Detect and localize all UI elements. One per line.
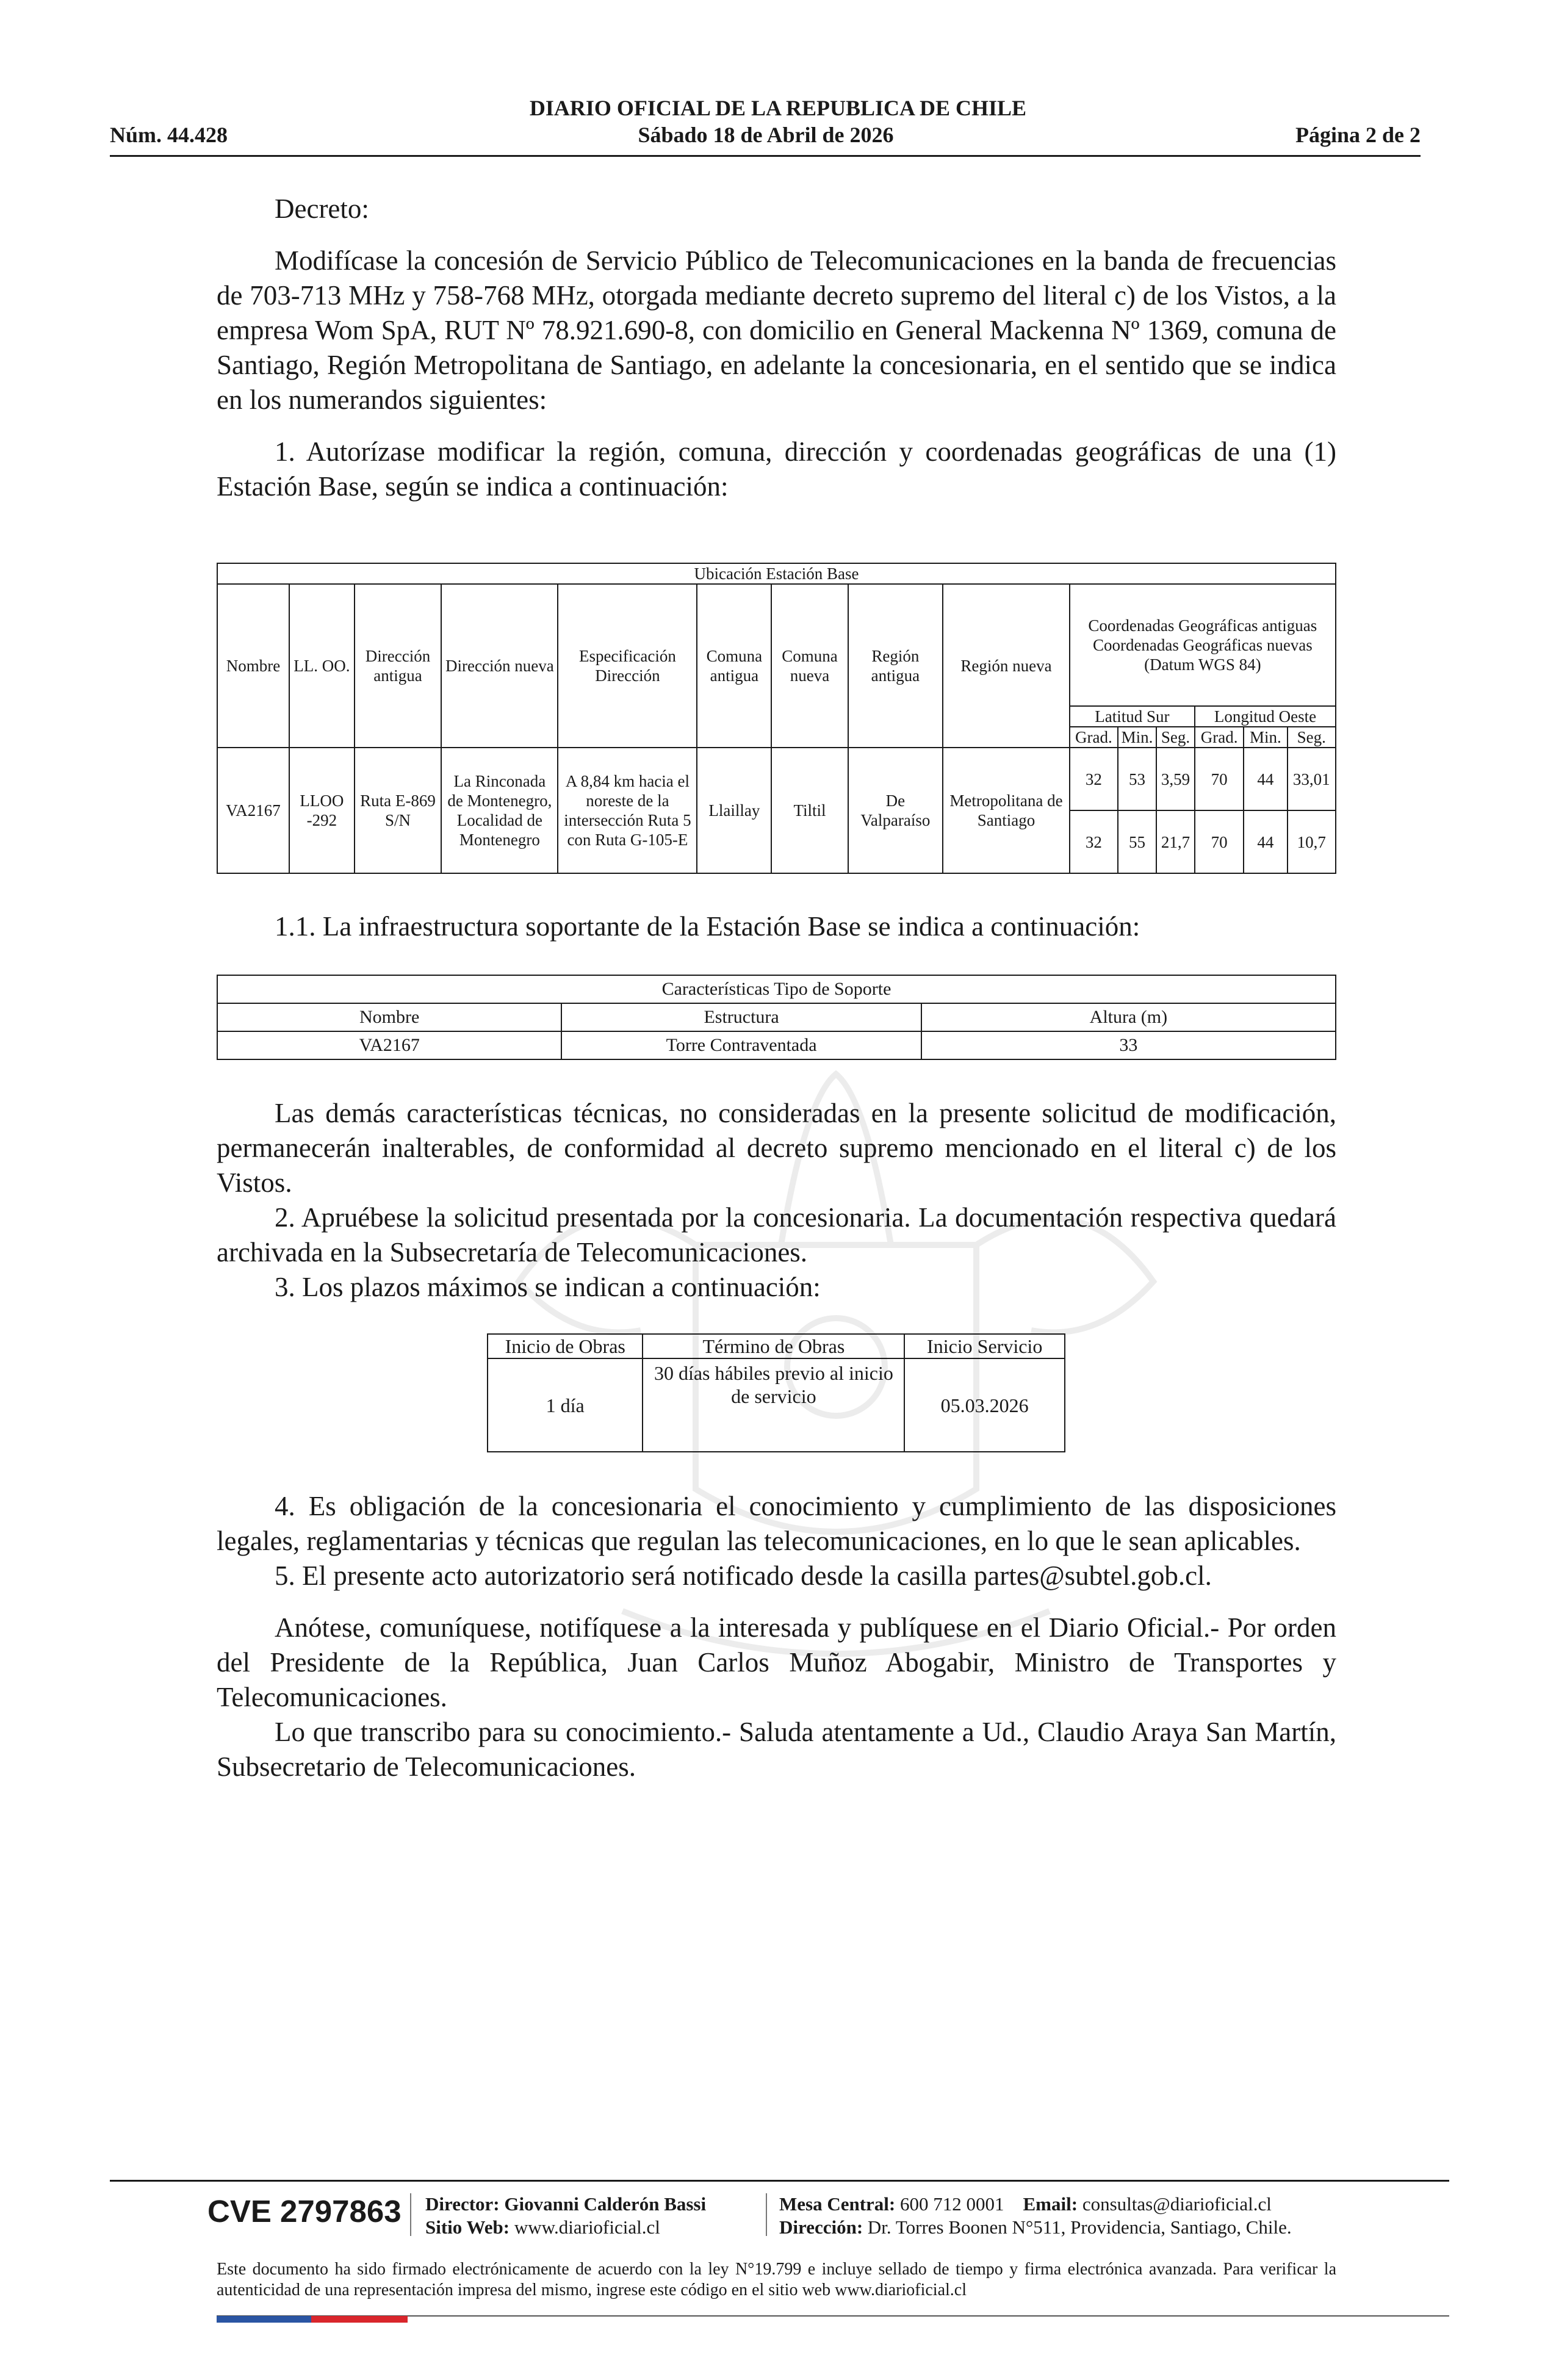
paragraph-numeral-2: 2. Apruébese la solicitud presentada por la concesionaria. La documentación respectiva quedará archivada en la Subsecretaría de Telecomunicaciones. bbox=[217, 1202, 1336, 1268]
old-lat-seg: 3,59 bbox=[1156, 748, 1195, 810]
mesa-phone: 600 712 0001 bbox=[900, 2193, 1004, 2215]
coord-datum: (Datum WGS 84) bbox=[1144, 655, 1261, 674]
cell-comuna-antigua: Llaillay bbox=[697, 748, 771, 873]
new-lon-seg: 10,7 bbox=[1288, 810, 1336, 873]
new-lat-grad: 32 bbox=[1070, 810, 1118, 873]
new-lon-min: 44 bbox=[1244, 810, 1287, 873]
direccion-label: Dirección: bbox=[779, 2216, 863, 2238]
paragraph-demas: Las demás características técnicas, no consideradas en la presente solicitud de modificación, permanecerán inalterables, de conformidad al decreto supremo mencionado en el literal c) de los Vistos. bbox=[217, 1098, 1336, 1198]
direccion-value: Dr. Torres Boonen N°511, Providencia, Santiago, Chile. bbox=[867, 2216, 1292, 2238]
issue-number: Núm. 44.428 bbox=[110, 123, 228, 147]
paragraph-numeral-1-1: 1.1. La infraestructura soportante de la Estación Base se indica a continuación: bbox=[275, 911, 1140, 942]
col-lat-grad: Grad. bbox=[1070, 727, 1118, 748]
cell-comuna-nueva: Tiltil bbox=[771, 748, 848, 873]
col-lon-min: Min. bbox=[1244, 727, 1287, 748]
email-label: Email: bbox=[1023, 2193, 1078, 2215]
col-termino-obras: Término de Obras bbox=[643, 1334, 904, 1358]
cell-direccion-nueva: La Rinconada de Montenegro, Localidad de Montenegro bbox=[441, 748, 558, 873]
cell-direccion-antigua: Ruta E-869 S/N bbox=[355, 748, 441, 873]
col-soporte-nombre: Nombre bbox=[217, 1003, 561, 1031]
coord-nuevas: Coordenadas Geográficas nuevas bbox=[1092, 636, 1313, 654]
sitio-web-link[interactable]: www.diarioficial.cl bbox=[514, 2216, 660, 2238]
body-section-1 bbox=[217, 192, 1336, 504]
director-name: Giovanni Calderón Bassi bbox=[504, 2193, 707, 2215]
footer-director-block bbox=[425, 2193, 706, 2239]
cell-lloo: LLOO -292 bbox=[289, 748, 355, 873]
paragraph-numeral-3: 3. Los plazos máximos se indican a continuación: bbox=[275, 1272, 821, 1302]
paragraph-modificase: Modifícase la concesión de Servicio Público de Telecomunicaciones en la banda de frecuencias de 703-713 MHz y 758-768 MHz, otorgada mediante decreto supremo del literal c) de los Vistos, a la empresa Wom SpA, RUT Nº 78.921.690-8, con domicilio en General Mackenna Nº 1369, comuna de Santiago, Región Metropolitana de Santiago, en adelante la concesionaria, en el sentido que se indica en los numerandos siguientes: bbox=[217, 245, 1336, 415]
cell-nombre: VA2167 bbox=[217, 748, 289, 873]
col-lat-min: Min. bbox=[1118, 727, 1156, 748]
col-inicio-obras: Inicio de Obras bbox=[488, 1334, 643, 1358]
cell-region-nueva: Metropolitana de Santiago bbox=[943, 748, 1070, 873]
new-lat-seg: 21,7 bbox=[1156, 810, 1195, 873]
old-lon-grad: 70 bbox=[1195, 748, 1244, 810]
old-lat-grad: 32 bbox=[1070, 748, 1118, 810]
col-direccion-antigua: Dirección antigua bbox=[355, 584, 441, 748]
col-comuna-nueva: Comuna nueva bbox=[771, 584, 848, 748]
estacion-base-table bbox=[217, 563, 1336, 874]
col-soporte-altura: Altura (m) bbox=[921, 1003, 1336, 1031]
cell-inicio-servicio: 05.03.2026 bbox=[904, 1358, 1065, 1452]
issue-date: Sábado 18 de Abril de 2026 bbox=[638, 123, 894, 147]
old-lat-min: 53 bbox=[1118, 748, 1156, 810]
col-direccion-nueva: Dirección nueva bbox=[441, 584, 558, 748]
cell-especificacion: A 8,84 km hacia el noreste de la intersección Ruta 5 con Ruta G-105-E bbox=[558, 748, 697, 873]
flag-red-bar bbox=[311, 2316, 408, 2323]
footer-signature-note: Este documento ha sido firmado electrónicamente de acuerdo con la ley N°19.799 e incluye sellado de tiempo y firma electrónica avanzada. Para verificar la autenticidad de una representación impresa del mismo, ingrese este código en el sitio web www.diarioficial.cl bbox=[217, 2260, 1336, 2299]
paragraph-numeral-1: 1. Autorízase modificar la región, comuna, dirección y coordenadas geográficas de una (1) Estación Base, según se indica a continuación: bbox=[217, 436, 1336, 502]
cve-code: CVE 2797863 bbox=[207, 2194, 402, 2229]
footer-contact-block bbox=[779, 2193, 1292, 2239]
col-lloo: LL. OO. bbox=[289, 584, 355, 748]
flag-blue-bar bbox=[217, 2316, 311, 2323]
coord-antiguas: Coordenadas Geográficas antiguas bbox=[1088, 616, 1317, 635]
footer-separator bbox=[410, 2193, 411, 2236]
cell-inicio-obras: 1 día bbox=[488, 1358, 643, 1452]
cell-soporte-altura: 33 bbox=[921, 1031, 1336, 1059]
body-section-4 bbox=[217, 1489, 1336, 1784]
soporte-table bbox=[217, 975, 1336, 1060]
col-longitud: Longitud Oeste bbox=[1195, 706, 1336, 727]
paragraph-numeral-5: 5. El presente acto autorizatorio será notificado desde la casilla partes@subtel.gob.cl. bbox=[275, 1560, 1212, 1591]
col-especificacion: Especificación Dirección bbox=[558, 584, 697, 748]
new-lon-grad: 70 bbox=[1195, 810, 1244, 873]
col-comuna-antigua: Comuna antigua bbox=[697, 584, 771, 748]
mesa-label: Mesa Central: bbox=[779, 2193, 896, 2215]
cell-termino-obras: 30 días hábiles previo al inicio de servicio bbox=[643, 1358, 904, 1452]
footer-divider bbox=[110, 2180, 1449, 2182]
old-lon-seg: 33,01 bbox=[1288, 748, 1336, 810]
paragraph-anotese: Anótese, comuníquese, notifíquese a la interesada y publíquese en el Diario Oficial.- Por orden del Presidente de la República, Juan Carlos Muñoz Abogabir, Ministro de Transportes y Telecomunicaciones. bbox=[217, 1612, 1336, 1712]
col-coordenadas bbox=[1070, 584, 1336, 706]
col-latitud: Latitud Sur bbox=[1070, 706, 1195, 727]
col-lat-seg: Seg. bbox=[1156, 727, 1195, 748]
paragraph-transcribo: Lo que transcribo para su conocimiento.- Saluda atentamente a Ud., Claudio Araya San Martín, Subsecretario de Telecomunicaciones. bbox=[217, 1717, 1336, 1782]
page-indicator: Página 2 de 2 bbox=[1295, 123, 1421, 147]
col-region-nueva: Región nueva bbox=[943, 584, 1070, 748]
col-soporte-estructura: Estructura bbox=[561, 1003, 921, 1031]
director-label: Director: bbox=[425, 2193, 500, 2215]
body-section-3 bbox=[217, 1096, 1336, 1305]
col-nombre: Nombre bbox=[217, 584, 289, 748]
col-lon-seg: Seg. bbox=[1288, 727, 1336, 748]
body-section-2 bbox=[217, 909, 1336, 944]
newspaper-title: DIARIO OFICIAL DE LA REPUBLICA DE CHILE bbox=[529, 96, 1027, 120]
plazos-table bbox=[487, 1333, 1065, 1452]
footer-separator bbox=[766, 2193, 767, 2236]
new-lat-min: 55 bbox=[1118, 810, 1156, 873]
col-region-antigua: Región antigua bbox=[848, 584, 943, 748]
ubicacion-header: Ubicación Estación Base bbox=[217, 563, 1336, 584]
email-link[interactable]: consultas@diarioficial.cl bbox=[1082, 2193, 1272, 2215]
col-lon-grad: Grad. bbox=[1195, 727, 1244, 748]
col-inicio-servicio: Inicio Servicio bbox=[904, 1334, 1065, 1358]
old-lon-min: 44 bbox=[1244, 748, 1287, 810]
header-divider bbox=[110, 155, 1421, 157]
paragraph-numeral-4: 4. Es obligación de la concesionaria el conocimiento y cumplimiento de las disposiciones legales, reglamentarias y técnicas que regulan las telecomunicaciones, en lo que le sean aplicables. bbox=[217, 1491, 1336, 1556]
sitio-label: Sitio Web: bbox=[425, 2216, 510, 2238]
cell-soporte-nombre: VA2167 bbox=[217, 1031, 561, 1059]
cell-soporte-estructura: Torre Contraventada bbox=[561, 1031, 921, 1059]
soporte-title: Características Tipo de Soporte bbox=[217, 975, 1336, 1003]
decreto-label: Decreto: bbox=[275, 193, 369, 224]
cell-region-antigua: De Valparaíso bbox=[848, 748, 943, 873]
